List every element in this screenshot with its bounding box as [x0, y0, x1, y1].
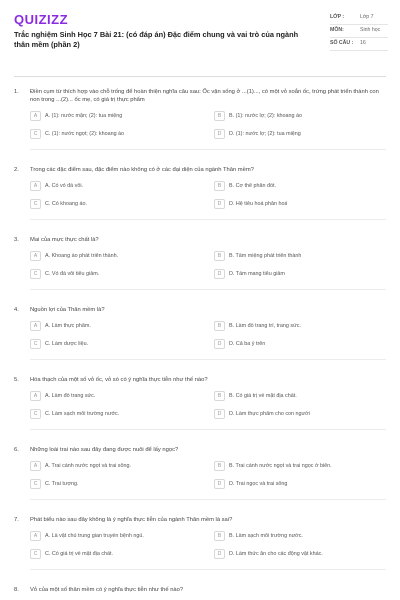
meta-key: MÔN: — [330, 27, 344, 33]
question-divider — [30, 429, 386, 430]
option-letter: D — [214, 339, 225, 349]
option-text: D. Tấm mang tiêu giảm — [229, 271, 285, 277]
question-stem — [14, 306, 386, 314]
option-letter: C — [30, 479, 41, 489]
option-b[interactable] — [214, 460, 384, 472]
option-text: C. Có giá trị về mặt địa chất. — [45, 551, 114, 557]
question-stem — [14, 446, 386, 454]
worksheet-meta — [330, 12, 388, 51]
question-text: Những loài trai nào sau đây đang được nuôi để lấy ngọc? — [30, 447, 179, 453]
option-letter: B — [214, 111, 225, 121]
option-text: D. Hệ tiêu hoá phân hoá — [229, 201, 288, 207]
option-a[interactable] — [30, 460, 200, 472]
question-number: 1. — [14, 89, 19, 95]
option-text: C. Có khoang áo. — [45, 201, 87, 207]
option-text: A. Làm thực phẩm. — [45, 323, 91, 329]
option-letter: B — [214, 251, 225, 261]
question-divider — [30, 499, 386, 500]
answer-options — [30, 180, 386, 210]
question-4 — [14, 306, 386, 360]
answer-options — [30, 110, 386, 140]
meta-value: 16 — [360, 40, 366, 46]
option-text: D. Làm thực phẩm cho con người — [229, 411, 310, 417]
option-a[interactable] — [30, 250, 200, 262]
option-letter: B — [214, 391, 225, 401]
option-letter: D — [214, 269, 225, 279]
option-letter: A — [30, 111, 41, 121]
question-number: 5. — [14, 377, 19, 383]
option-letter: C — [30, 409, 41, 419]
option-b[interactable] — [214, 530, 384, 542]
option-letter: D — [214, 129, 225, 139]
meta-row-count — [330, 38, 388, 51]
option-b[interactable] — [214, 180, 384, 192]
question-number: 8. — [14, 587, 19, 593]
option-text: C. Làm sạch môi trường nước. — [45, 411, 120, 417]
option-text: B. (1): nước lợ; (2): khoang áo — [229, 113, 302, 119]
option-letter: C — [30, 199, 41, 209]
option-letter: D — [214, 409, 225, 419]
option-a[interactable] — [30, 180, 200, 192]
question-1 — [14, 88, 386, 150]
question-6 — [14, 446, 386, 500]
option-letter: A — [30, 251, 41, 261]
page-title: Trắc nghiệm Sinh Học 7 Bài 21: (có đáp án) Đặc điểm chung và vai trò của ngành thân mềm (phần 2) — [14, 30, 299, 49]
option-letter: B — [214, 531, 225, 541]
meta-row-subject — [330, 25, 388, 38]
question-divider — [30, 359, 386, 360]
option-letter: C — [30, 339, 41, 349]
option-d[interactable] — [214, 408, 384, 420]
option-text: B. Trai cánh nước ngọt và trai ngọc ở biển. — [229, 463, 332, 469]
question-stem — [14, 376, 386, 384]
question-stem — [14, 236, 386, 244]
option-a[interactable] — [30, 390, 200, 402]
option-b[interactable] — [214, 390, 384, 402]
option-text: A. Có vỏ đá vôi. — [45, 183, 84, 189]
option-b[interactable] — [214, 320, 384, 332]
answer-options — [30, 530, 386, 560]
option-text: D. (1): nước lợ; (2): tua miệng — [229, 131, 301, 137]
question-8 — [14, 586, 386, 594]
option-letter: A — [30, 391, 41, 401]
option-letter: A — [30, 461, 41, 471]
header-divider — [14, 76, 386, 77]
question-divider — [30, 289, 386, 290]
option-letter: A — [30, 181, 41, 191]
option-text: A. Trai cánh nước ngọt và trai sông. — [45, 463, 131, 469]
option-letter: C — [30, 549, 41, 559]
meta-key: LỚP : — [330, 14, 345, 20]
question-number: 3. — [14, 237, 19, 243]
question-divider — [30, 569, 386, 570]
option-letter: B — [214, 461, 225, 471]
quizizz-logo[interactable]: QUIZIZZ — [14, 12, 69, 27]
option-text: B. Làm sạch môi trường nước. — [229, 533, 303, 539]
question-text: Nguồn lợi của Thân mềm là? — [30, 307, 105, 313]
question-text: Hóa thạch của một số vỏ ốc, vỏ sò có ý nghĩa thực tiễn như thế nào? — [30, 377, 208, 383]
option-text: C. Vỏ đá vôi tiêu giảm. — [45, 271, 100, 277]
option-letter: D — [214, 199, 225, 209]
option-c[interactable] — [30, 268, 200, 280]
question-number: 6. — [14, 447, 19, 453]
question-text: Mai của mực thực chất là? — [30, 237, 99, 243]
answer-options — [30, 390, 386, 420]
option-letter: B — [214, 321, 225, 331]
question-stem — [14, 88, 386, 104]
option-c[interactable] — [30, 198, 200, 210]
answer-options — [30, 460, 386, 490]
question-number: 2. — [14, 167, 19, 173]
meta-row-grade — [330, 12, 388, 25]
option-text: A. Là vật chủ trung gian truyền bệnh ngủ. — [45, 533, 144, 539]
option-text: A. (1): nước mặn; (2): tua miệng — [45, 113, 123, 119]
question-text: Trong các đặc điểm sau, đặc điểm nào không có ở các đại diện của ngành Thân mềm? — [30, 167, 254, 173]
option-text: B. Làm đồ trang trí, trang sức. — [229, 323, 301, 329]
answer-options — [30, 250, 386, 280]
option-text: D. Trai ngọc và trai sông — [229, 481, 288, 487]
question-text: Vỏ của một số thân mềm có ý nghĩa thực tiễn như thế nào? — [30, 587, 184, 593]
option-letter: A — [30, 321, 41, 331]
question-3 — [14, 236, 386, 290]
question-stem — [14, 166, 386, 174]
option-d[interactable] — [214, 548, 384, 560]
option-d[interactable] — [214, 128, 384, 140]
question-stem — [14, 586, 386, 594]
option-b[interactable] — [214, 250, 384, 262]
option-letter: D — [214, 549, 225, 559]
worksheet-header — [0, 0, 400, 78]
option-d[interactable] — [214, 268, 384, 280]
option-text: B. Có giá trị về mặt địa chất. — [229, 393, 297, 399]
question-2 — [14, 166, 386, 220]
meta-value: Lớp 7 — [360, 14, 374, 20]
meta-value: Sinh học — [360, 27, 381, 33]
option-d[interactable] — [214, 478, 384, 490]
question-divider — [30, 219, 386, 220]
option-text: C. Làm dược liệu. — [45, 341, 89, 347]
option-text: D. Làm thức ăn cho các động vật khác. — [229, 551, 323, 557]
meta-key: SỐ CÂU : — [330, 40, 354, 46]
question-divider — [30, 149, 386, 150]
option-a[interactable] — [30, 530, 200, 542]
option-d[interactable] — [214, 198, 384, 210]
option-text: C. Trai tượng. — [45, 481, 79, 487]
question-number: 7. — [14, 517, 19, 523]
question-number: 4. — [14, 307, 19, 313]
option-text: D. Cả ba ý trên — [229, 341, 266, 347]
option-letter: C — [30, 129, 41, 139]
option-text: B. Tấm miệng phát triển thành — [229, 253, 302, 259]
option-letter: A — [30, 531, 41, 541]
option-a[interactable] — [30, 320, 200, 332]
question-5 — [14, 376, 386, 430]
question-text: Phát biểu nào sau đây không là ý nghĩa thực tiễn của ngành Thân mềm là sai? — [30, 517, 233, 523]
option-letter: C — [30, 269, 41, 279]
option-a[interactable] — [30, 110, 200, 122]
option-text: A. Khoang áo phát triển thành. — [45, 253, 119, 259]
option-letter: B — [214, 181, 225, 191]
option-c[interactable] — [30, 408, 200, 420]
option-text: C. (1): nước ngọt; (2): khoang áo — [45, 131, 125, 137]
option-letter: D — [214, 479, 225, 489]
question-7 — [14, 516, 386, 570]
option-c[interactable] — [30, 548, 200, 560]
question-text: Điền cụm từ thích hợp vào chỗ trống để hoàn thiện nghĩa câu sau: Ốc vặn sống ở ...(1)..., có một vỏ xoắn ốc, trứng phát triển thành con non trong ...(2)... ốc mẹ, có giá trị thực phẩm — [30, 89, 379, 103]
question-stem — [14, 516, 386, 524]
answer-options — [30, 320, 386, 350]
option-text: B. Cơ thể phân đốt. — [229, 183, 276, 189]
option-c[interactable] — [30, 478, 200, 490]
option-d[interactable] — [214, 338, 384, 350]
option-text: A. Làm đồ trang sức. — [45, 393, 96, 399]
option-b[interactable] — [214, 110, 384, 122]
option-c[interactable] — [30, 128, 200, 140]
option-c[interactable] — [30, 338, 200, 350]
